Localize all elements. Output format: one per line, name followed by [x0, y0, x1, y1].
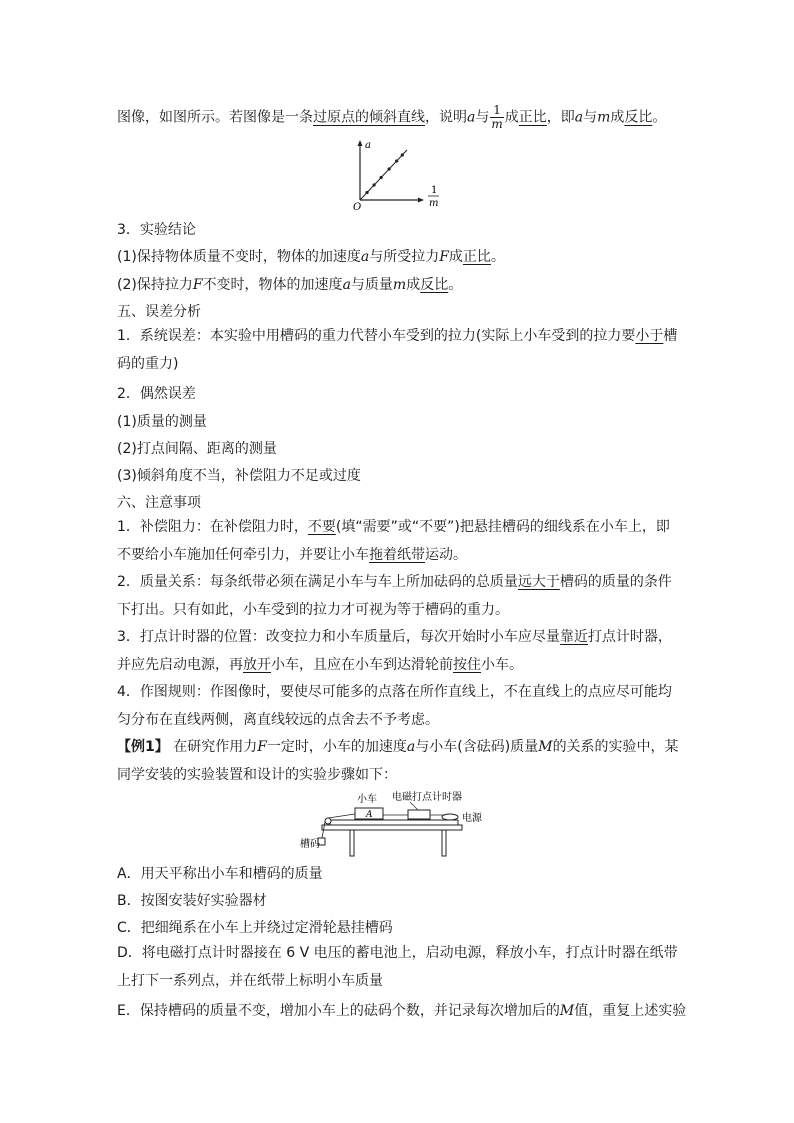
data-point: [395, 159, 398, 162]
note-1: [117, 514, 682, 569]
example-tag: 【例1】: [117, 739, 169, 755]
notes-heading: 六、注意事项: [117, 495, 201, 511]
intro-line: [117, 104, 682, 131]
text: (1)保持物体质量不变时，物体的加速度: [117, 249, 361, 265]
table-top: [322, 825, 462, 830]
answer-underline: 按住: [453, 656, 481, 673]
y-axis-arrow: [358, 140, 363, 146]
timer-body: [408, 810, 430, 819]
var: m: [392, 277, 407, 293]
text: 与所受拉力: [369, 249, 440, 265]
data-point: [380, 176, 383, 179]
error-random-3: (3)倾斜角度不当，补偿阻力不足或过度: [117, 468, 361, 484]
var: M: [559, 1003, 575, 1019]
example-1-intro: [117, 734, 682, 789]
answer-underline: 正比: [518, 109, 547, 126]
conclusion-heading: 3．实验结论: [117, 222, 196, 238]
text: 与质量: [350, 277, 393, 293]
text: 与小车(含砝码)质量: [415, 739, 539, 755]
answer-underline: 远大于: [517, 574, 560, 590]
text: E．保持槽码的质量不变，增加小车上的砝码个数，并记录每次增加后的: [117, 1003, 560, 1019]
note-4: 4．作图规则：作图像时，要使尽可能多的点落在所作直线上，不在直线上的点应尽可能均匀分布在直线两侧，离直线较远的点舍去不予考虑。: [117, 684, 672, 728]
var: F: [439, 249, 449, 265]
text: 不变时，物体的加速度: [202, 277, 343, 293]
error-random-heading: 2．偶然误差: [117, 386, 196, 402]
text: 成: [504, 109, 519, 126]
label-timer: 电磁打点计时器: [392, 792, 462, 803]
step-d: D．将电磁打点计时器接在 6 V 电压的蓄电池上，启动电源，释放小车，打点计时器在纸带上打下一系列点，并在纸带上标明小车质量: [117, 945, 678, 989]
text: 打点计时器，并应先启动电源，再: [117, 629, 672, 673]
text: 图像，如图所示。若图像是一条: [117, 109, 313, 126]
step-b: B．按图安装好实验器材: [117, 893, 267, 909]
var: a: [406, 739, 416, 755]
answer-underline: 拖着纸带: [369, 546, 425, 563]
error-random-1: (1)质量的测量: [117, 414, 207, 430]
text: 1．系统误差：本实验中用槽码的重力代替小车受到的拉力(实际上小车受到的拉力要: [117, 328, 636, 344]
text: 值，重复上述实验: [574, 1003, 687, 1019]
y-label: a: [365, 140, 371, 151]
data-point: [388, 167, 391, 170]
x-label-den: m: [429, 198, 439, 209]
text: 与: [475, 109, 490, 126]
table-leg-left: [350, 830, 354, 856]
step-e: [117, 1001, 687, 1021]
apparatus-figure: [300, 790, 500, 860]
answer-underline: 放开: [243, 656, 271, 673]
table-leg-right: [442, 830, 446, 856]
var: M: [538, 739, 553, 755]
var-a: a: [574, 109, 584, 126]
note-2: [117, 569, 682, 624]
text: ，即: [546, 109, 575, 126]
step-a: A．用天平称出小车和槽码的质量: [117, 866, 323, 882]
text: (填“需要”或“不要”)把悬挂槽码的细线系在小车上，即不要给小车施加任何牵引力，并要让小车: [117, 519, 670, 563]
text: 成: [406, 277, 421, 293]
var-m: m: [597, 109, 611, 126]
text: 。: [490, 249, 505, 265]
var: F: [257, 739, 267, 755]
text: 槽码的重力): [117, 328, 678, 372]
text: 。: [652, 109, 667, 126]
text: 成: [448, 249, 463, 265]
error-random-2: (2)打点间隔、距离的测量: [117, 441, 277, 457]
power-plug: [442, 814, 458, 820]
track: [330, 820, 458, 825]
answer-underline: 小于: [635, 328, 664, 344]
var: a: [342, 277, 351, 293]
answer-underline: 靠近: [559, 629, 588, 645]
origin-label: O: [353, 202, 362, 213]
conclusion-2: [117, 275, 682, 295]
text: 小车，且应在小车到达滑轮前: [271, 656, 453, 673]
x-label-num: 1: [431, 185, 438, 196]
fraction-1-over-m: [490, 104, 503, 131]
answer-underline: 反比: [420, 277, 449, 293]
data-point: [401, 153, 404, 156]
answer-underline: 正比: [462, 249, 491, 265]
step-c: C．把细绳系在小车上并绕过定滑轮悬挂槽码: [117, 920, 393, 936]
answer-underline: 过原点的倾斜直线: [313, 109, 425, 126]
x-axis-arrow: [418, 198, 424, 203]
frac-num: 1: [490, 104, 503, 118]
label-car: 小车: [357, 794, 377, 805]
answer-underline: 不要: [307, 519, 336, 535]
text: 2．质量关系：每条纸带必须在满足小车与车上所加砝码的总质量: [117, 574, 518, 590]
text: 运动。: [425, 546, 467, 563]
text: 一定时，小车的加速度: [266, 739, 407, 755]
var: a: [360, 249, 370, 265]
text: 与: [583, 109, 598, 126]
car-label-a: A: [366, 810, 373, 820]
text: 的关系的实验中，某同学安装的实验装置和设计的实验步骤如下：: [117, 739, 679, 783]
error-heading: 五、误差分析: [117, 304, 201, 320]
label-weight: 槽码: [300, 839, 320, 850]
timer-leader: [410, 802, 418, 810]
data-point: [365, 191, 368, 194]
text: 3．打点计时器的位置：改变拉力和小车质量后，每次开始时小车应尽量: [117, 629, 560, 645]
text: 小车。: [481, 656, 523, 673]
a-vs-inverse-m-graph: [345, 138, 450, 213]
string: [328, 814, 355, 818]
error-systematic: [117, 323, 682, 378]
label-power: 电源: [462, 813, 482, 824]
text: 槽码的质量的条件下打出。只有如此，小车受到的拉力才可视为等于槽码的重力。: [117, 574, 672, 618]
frac-den: m: [491, 117, 503, 131]
text: (2)保持拉力: [117, 277, 193, 293]
text: 成: [610, 109, 625, 126]
pulley: [325, 818, 331, 824]
var-a: a: [467, 109, 476, 126]
text: ，说明: [425, 109, 467, 126]
data-point: [373, 183, 376, 186]
text: 在研究作用力: [173, 739, 258, 755]
var: F: [192, 277, 203, 293]
answer-underline: 反比: [624, 109, 653, 126]
note-3: [117, 624, 682, 679]
text: 1．补偿阻力：在补偿阻力时，: [117, 519, 308, 535]
text: 。: [448, 277, 463, 293]
conclusion-1: [117, 247, 682, 267]
